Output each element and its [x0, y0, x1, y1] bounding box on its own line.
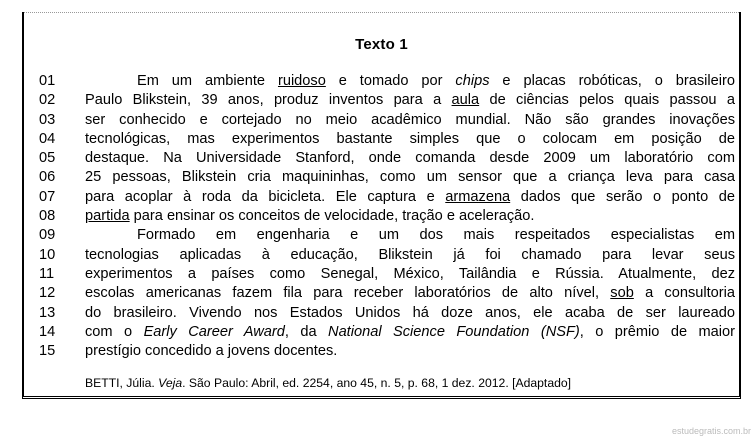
text-segment: e tomado por — [325, 73, 456, 89]
line-number: 13 — [39, 304, 56, 321]
line-text — [85, 207, 735, 226]
line-text — [137, 226, 735, 245]
italic-text: Early Career Award — [143, 323, 285, 340]
text-segment: para ensinar os conceitos de velocidade, tração e aceleração. — [129, 208, 535, 225]
text-segment: experimentos a países como Senegal, México, Tailândia e Rússia. Atualmente, dez — [85, 265, 735, 282]
text-segment: prestígio concedido a jovens docentes. — [85, 343, 338, 360]
text-line — [24, 284, 739, 303]
text-box — [22, 12, 741, 399]
line-text — [85, 265, 735, 284]
text-line — [24, 91, 739, 110]
text-line — [24, 188, 739, 207]
text-line — [24, 130, 739, 149]
line-number: 09 — [39, 227, 56, 244]
line-number: 08 — [39, 208, 56, 225]
italic-text: Veja — [158, 376, 183, 390]
text-line — [24, 149, 739, 168]
underlined-word: armazena — [445, 188, 511, 205]
underlined-word: aula — [451, 92, 480, 109]
line-number: 05 — [39, 150, 56, 167]
line-number: 03 — [39, 111, 56, 128]
text-segment: ser conhecido e cortejado no meio acadêmico mundial. Não são grandes inovações — [85, 111, 735, 128]
line-number: 15 — [39, 343, 56, 360]
line-text — [85, 130, 735, 149]
text-line — [24, 265, 739, 284]
text-segment: Formado em engenharia e um dos mais respeitados especialistas em — [137, 227, 735, 244]
text-line — [24, 323, 739, 342]
line-number: 14 — [39, 323, 56, 340]
text-segment: Paulo Blikstein, 39 anos, produz inventos para a — [85, 92, 452, 109]
text-title: Texto 1 — [355, 36, 408, 53]
text-segment: tecnológicas, mas experimentos bastante simples que o colocam em posição de — [85, 130, 735, 147]
text-line — [24, 72, 739, 91]
line-number: 10 — [39, 246, 56, 263]
text-segment: para acoplar à roda da bicicleta. Ele captura e — [85, 188, 446, 205]
text-segment: do brasileiro. Vivendo nos Estados Unidos há doze anos, ele acaba de ser laureado — [85, 304, 735, 321]
text-segment: . São Paulo: Abril, ed. 2254, ano 45, n. 5, p. 68, 1 dez. 2012. [Adaptado] — [182, 376, 572, 390]
text-line — [24, 168, 739, 187]
text-segment: destaque. Na Universidade Stanford, onde comanda desde 2009 um laboratório com — [85, 150, 735, 167]
italic-text: National Science Foundation (NSF) — [328, 323, 580, 340]
source-citation — [85, 376, 571, 390]
text-line — [24, 207, 739, 226]
text-segment: de ciências pelos quais passou a — [479, 92, 735, 109]
line-number: 01 — [39, 73, 56, 89]
line-number: 04 — [39, 130, 56, 147]
line-text — [85, 284, 735, 303]
line-text — [85, 168, 735, 187]
text-segment: escolas americanas fazem fila para receber laboratórios de alto nível, — [85, 285, 611, 302]
text-line — [24, 304, 739, 323]
text-segment: BETTI, Júlia. — [85, 376, 159, 390]
line-number: 12 — [39, 285, 56, 302]
line-text — [85, 323, 735, 342]
text-line — [24, 226, 739, 245]
text-line — [24, 111, 739, 130]
text-segment: com o — [85, 323, 144, 340]
text-segment: dados que serão o ponto de — [510, 188, 735, 205]
line-text — [85, 111, 735, 130]
text-segment: a consultoria — [633, 285, 735, 302]
underlined-word: sob — [610, 285, 634, 302]
text-line — [24, 342, 739, 361]
line-text — [85, 91, 735, 110]
line-number: 11 — [39, 265, 55, 282]
line-text — [85, 246, 735, 265]
text-segment: , da — [284, 323, 329, 340]
line-number: 07 — [39, 188, 56, 205]
line-number: 06 — [39, 169, 56, 186]
line-text — [85, 342, 735, 361]
italic-text: chips — [455, 73, 490, 89]
underlined-word: partida — [85, 208, 130, 225]
line-number: 02 — [39, 92, 56, 109]
text-lines — [24, 72, 739, 361]
text-segment: e placas robóticas, o brasileiro — [489, 73, 735, 89]
watermark: estudegratis.com.br — [671, 426, 751, 436]
text-line — [24, 246, 739, 265]
text-segment: Em um ambiente — [137, 73, 278, 89]
text-segment: 25 pessoas, Blikstein cria maquininhas, como um sensor que a criança leva para casa — [85, 169, 735, 186]
line-text — [85, 188, 735, 207]
line-text — [85, 149, 735, 168]
line-text — [137, 72, 735, 91]
text-segment: tecnologias aplicadas à educação, Blikstein já foi chamado para levar seus — [85, 246, 735, 263]
underlined-word: ruidoso — [277, 73, 326, 89]
top-divider — [24, 12, 739, 13]
line-text — [85, 304, 735, 323]
text-segment: , o prêmio de maior — [579, 323, 735, 340]
